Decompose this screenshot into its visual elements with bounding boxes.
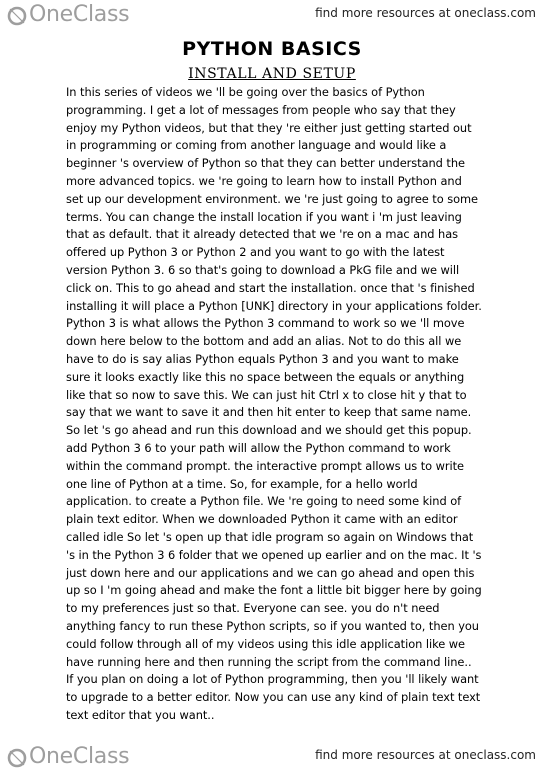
page-footer [0,740,544,770]
document-title: PYTHON BASICS [182,38,362,60]
document-body [66,84,482,725]
paragraph-2: So let 's go ahead and run this download and we should get this popup. add Python 3 6 to your path will allow the Python command to work within the command prompt. the interactive prompt allows us to write one line of Python at a time. So, for example, for a hello world application. to create a Python file. We 're going to need some kind of plain text editor. When we downloaded Python it came with an editor called idle So let 's open up that idle program so again on Windows that 's in the Python 3 6 folder that we opened up earlier and on the mac. It 's just down here and our applications and we can go ahead and open this up so I 'm going ahead and make the font a little bit bigger here by going to my preferences just so that. Everyone can see. you do n't need anything fancy to run these Python scripts, so if you wanted to, then you could follow through all of my videos using this idle application like we have running here and then running the script from the command line.. If you plan on doing a lot of Python programming, then you 'll likely want to upgrade to a better editor. Now you can use any kind of plain text text text editor that you want.. [66,423,482,722]
footer-tagline-link[interactable]: find more resources at oneclass.com [315,748,536,762]
document-subtitle: INSTALL AND SETUP [188,66,356,82]
logo-text: OneClass [29,744,130,769]
oneclass-logo-footer[interactable] [6,744,129,769]
logo-text: OneClass [29,2,130,27]
page-header [0,0,544,30]
oneclass-logo[interactable] [6,2,129,27]
oneclass-logo-icon [6,4,28,26]
header-tagline-link[interactable]: find more resources at oneclass.com [315,6,536,20]
paragraph-1: In this series of videos we 'll be going over the basics of Python programming. I get a lot of messages from people who say that they enjoy my Python videos, but that they 're either just getting started out in programming or coming from another language and would like a beginner 's overview of Python so that they can better understand the more advanced topics. we 're going to learn how to install Python and set up our development environment. we 're just going to agree to some terms. You can change the install location if you want i 'm just leaving that as default. that it already detected that we 're on a mac and has offered up Python 3 or Python 2 and you want to go with the latest version Python 3. 6 so that's going to download a PkG file and we will click on. This to go ahead and start the installation. once that 's finished installing it will place a Python [UNK] directory in your applications folder. Python 3 is what allows the Python 3 command to work so we 'll move down here below to the bottom and add an alias. Not to do this all we have to do is say alias Python equals Python 3 and you want to make sure it looks exactly like this no space between the equals or anything like that so now to save this. We can just hit Ctrl x to close hit y that to say that we want to save it and then hit enter to keep that same name. [66,85,482,420]
oneclass-logo-icon [6,746,28,768]
